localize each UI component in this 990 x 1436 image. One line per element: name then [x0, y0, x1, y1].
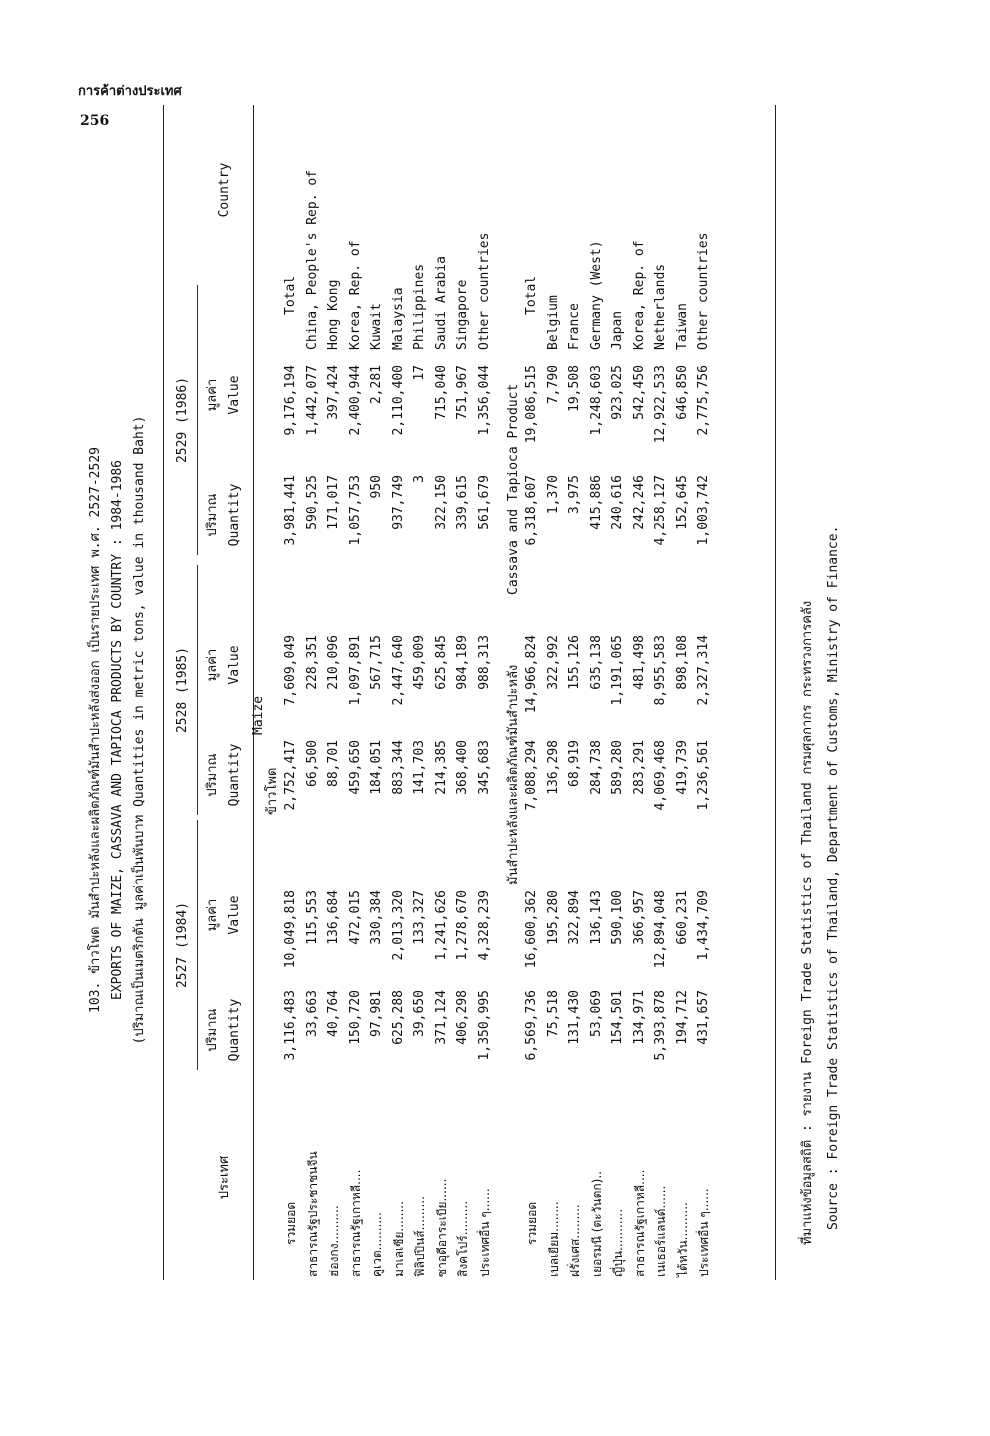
row-country-en: Taiwan	[674, 303, 690, 350]
row-country-en: Korea, Rep. of	[631, 240, 647, 350]
row-value: 242,246	[631, 475, 647, 530]
row-value: 19,508	[567, 365, 582, 412]
row-value: 155,126	[567, 635, 582, 690]
row-country-en: Germany (West)	[588, 240, 604, 350]
row-country-en: Saudi Arabia	[433, 256, 449, 350]
row-country-en: Hong Kong	[326, 279, 341, 350]
row-value: 39,650	[412, 990, 427, 1037]
row-value: 1,248,603	[588, 365, 604, 436]
row-country-th: ประเทศอื่น ๆ......	[477, 1188, 492, 1277]
header-quantity-th: ปริมาณ	[205, 493, 220, 537]
row-country-th: มาเลเซีย........	[391, 1201, 406, 1277]
row-value: 16,600,362	[524, 890, 539, 969]
header-value-th: มูลค่า	[205, 648, 220, 682]
row-country-en: Total	[524, 275, 539, 315]
row-country-th: คูเวต..........	[370, 1212, 384, 1277]
row-value: 131,430	[567, 990, 582, 1045]
row-value: 2,327,314	[696, 635, 711, 706]
header-country-en: Country	[217, 162, 232, 218]
row-country-en: Philippines	[412, 263, 427, 350]
row-value: 40,764	[326, 990, 341, 1037]
row-value: 75,518	[545, 990, 561, 1037]
row-country-th: ญี่ปุ่น...........	[611, 1208, 625, 1277]
section-label-th: ข้าวโพด	[265, 767, 280, 815]
row-value: 542,450	[631, 365, 647, 420]
row-value: 371,124	[433, 990, 449, 1045]
row-value: 751,967	[455, 365, 470, 420]
row-value: 6,569,736	[524, 990, 539, 1061]
row-value: 152,645	[674, 475, 690, 530]
top-rule	[163, 105, 164, 1280]
row-value: 2,013,320	[390, 890, 406, 961]
row-country-th: สาธารณรัฐประชาชนจีน	[305, 1151, 320, 1277]
row-value: 97,981	[369, 990, 384, 1037]
row-country-en: Kuwait	[369, 303, 384, 350]
row-country-en: China, People's Rep. of	[304, 169, 320, 350]
row-country-th: เบลเยียม........	[546, 1201, 561, 1277]
row-value: 567,715	[369, 635, 384, 690]
row-value: 1,057,753	[347, 475, 363, 546]
header-year-1984: 2527 (1984)	[175, 901, 190, 989]
row-value: 2,281	[369, 365, 384, 405]
row-value: 154,501	[610, 990, 625, 1045]
row-country-th: เนเธอร์แลนด์......	[654, 1185, 668, 1277]
page-header-section: การค้าต่างประเทศ	[78, 84, 182, 99]
row-value: 937,749	[390, 475, 406, 530]
section-label-th: มันสำปะหลังและผลิตภัณฑ์มันสำปะหลัง	[506, 664, 521, 885]
row-value: 184,051	[369, 740, 384, 795]
row-value: 2,447,640	[390, 635, 406, 706]
row-value: 923,025	[610, 365, 625, 420]
header-quantity-en: Quantity	[227, 483, 242, 547]
row-value: 7,088,294	[524, 740, 539, 811]
row-value: 472,015	[347, 890, 363, 945]
row-value: 397,424	[326, 365, 341, 420]
row-value: 1,356,044	[476, 365, 492, 436]
table-subtitle: (ปริมาณเป็นเมตริกตัน มูลค่าเป็นพันบาท Quantities in metric tons, value in thousand Baht)	[132, 415, 147, 1045]
row-country-th: เยอรมนี (ตะวันตก)..	[589, 1171, 604, 1277]
row-value: 368,400	[455, 740, 470, 795]
row-value: 330,384	[369, 890, 384, 945]
row-country-en: France	[567, 303, 582, 350]
section-label-en: Maize	[251, 695, 266, 735]
row-value: 2,752,417	[283, 740, 298, 811]
year-rule-1984	[197, 820, 198, 1070]
row-value: 171,017	[326, 475, 341, 530]
row-value: 7,790	[545, 365, 561, 405]
row-country-en: Other countries	[476, 232, 492, 350]
header-quantity-en: Quantity	[227, 743, 242, 807]
table-title-en: EXPORTS OF MAIZE, CASSAVA AND TAPIOCA PRODUCTS BY COUNTRY : 1984-1986	[110, 459, 125, 1001]
row-value: 1,191,065	[610, 635, 625, 706]
row-country-th: ไต้หวัน..........	[675, 1202, 690, 1277]
row-value: 150,720	[347, 990, 363, 1045]
row-country-en: Netherlands	[653, 263, 668, 350]
header-rule	[253, 105, 254, 1280]
row-value: 590,100	[610, 890, 625, 945]
row-value: 459,009	[412, 635, 427, 690]
source-en: Source : Foreign Trade Statistics of Thailand, Department of Customs, Ministry of Finance.	[826, 525, 841, 1230]
row-value: 431,657	[696, 990, 711, 1045]
row-value: 660,231	[674, 890, 690, 945]
row-value: 2,775,756	[696, 365, 711, 436]
row-value: 1,241,626	[433, 890, 449, 961]
row-value: 481,498	[631, 635, 647, 690]
row-value: 12,894,048	[653, 890, 668, 969]
header-quantity-th: ปริมาณ	[205, 1008, 220, 1052]
row-value: 3,981,441	[283, 475, 298, 546]
row-value: 3,975	[567, 475, 582, 515]
row-value: 214,385	[433, 740, 449, 795]
row-value: 33,663	[304, 990, 320, 1037]
row-value: 646,850	[674, 365, 690, 420]
row-country-th: รวมยอด	[284, 1201, 298, 1245]
row-value: 322,992	[545, 635, 561, 690]
row-value: 1,097,891	[347, 635, 363, 706]
row-value: 136,684	[326, 890, 341, 945]
row-value: 53,069	[588, 990, 604, 1037]
row-value: 228,351	[304, 635, 320, 690]
row-value: 2,400,944	[347, 365, 363, 436]
section-label-en: Cassava and Tapioca Product	[506, 383, 521, 595]
table-title-th: 103. ข้าวโพด มันสำปะหลังและผลิตภัณฑ์มันสำปะหลังส่งออก เป็นรายประเทศ พ.ศ. 2527-2529	[88, 447, 103, 1013]
header-year-1986: 2529 (1986)	[175, 376, 190, 464]
bottom-rule	[775, 105, 776, 1280]
table-title	[85, 105, 151, 1355]
row-value: 1,236,561	[696, 740, 711, 811]
row-country-th: ฮ่องกง..........	[327, 1205, 341, 1277]
header-quantity-en: Quantity	[227, 998, 242, 1062]
year-rule-1985	[197, 565, 198, 815]
row-value: 1,434,709	[696, 890, 711, 961]
row-value: 283,291	[631, 740, 647, 795]
row-value: 19,086,515	[524, 365, 539, 444]
row-value: 136,143	[588, 890, 604, 945]
row-value: 415,886	[588, 475, 604, 530]
row-value: 66,500	[304, 740, 320, 787]
row-value: 3,116,483	[283, 990, 298, 1061]
header-value-en: Value	[227, 645, 242, 685]
row-country-en: Singapore	[455, 279, 470, 350]
row-value: 883,344	[390, 740, 406, 795]
row-value: 345,683	[476, 740, 492, 795]
row-value: 635,138	[588, 635, 604, 690]
row-value: 14,966,824	[524, 635, 539, 714]
header-quantity-th: ปริมาณ	[205, 753, 220, 797]
row-value: 133,327	[412, 890, 427, 945]
row-value: 366,957	[631, 890, 647, 945]
row-value: 625,288	[390, 990, 406, 1045]
row-value: 115,553	[304, 890, 320, 945]
row-country-en: Japan	[610, 310, 625, 350]
row-value: 6,318,607	[524, 475, 539, 546]
row-value: 8,955,583	[653, 635, 668, 706]
row-value: 419,739	[674, 740, 690, 795]
row-value: 4,069,468	[653, 740, 668, 811]
rotated-table	[85, 105, 875, 1355]
row-value: 88,701	[326, 740, 341, 787]
row-value: 1,003,742	[696, 475, 711, 546]
header-year-1985: 2528 (1985)	[175, 646, 190, 734]
row-value: 406,298	[455, 990, 470, 1045]
row-country-en: Korea, Rep. of	[347, 240, 363, 350]
row-value: 194,712	[674, 990, 690, 1045]
source-th: ที่มาแห่งข้อมูลสถิติ : รายงาน Foreign Trade Statistics of Thailand กรมศุลกากร กระทรวงการคลัง	[800, 600, 815, 1245]
row-country-en: Other countries	[696, 232, 711, 350]
year-rule-1986	[197, 285, 198, 555]
row-value: 898,108	[674, 635, 690, 690]
row-value: 5,393,878	[653, 990, 668, 1061]
header-value-en: Value	[227, 895, 242, 935]
row-value: 195,280	[545, 890, 561, 945]
row-value: 10,049,818	[283, 890, 298, 969]
row-value: 590,525	[304, 475, 320, 530]
row-country-th: ซาอุดีอาระเบีย......	[434, 1178, 449, 1277]
row-country-en: Malaysia	[390, 287, 406, 350]
header-value-th: มูลค่า	[205, 898, 220, 932]
row-country-th: สาธารณรัฐเกาหลี....	[632, 1169, 647, 1277]
row-value: 561,679	[476, 475, 492, 530]
row-value: 134,971	[631, 990, 647, 1045]
row-value: 1,370	[545, 475, 561, 515]
row-value: 7,609,049	[283, 635, 298, 706]
row-value: 322,150	[433, 475, 449, 530]
row-value: 17	[412, 365, 427, 381]
row-value: 988,313	[476, 635, 492, 690]
row-value: 715,040	[433, 365, 449, 420]
row-value: 12,922,533	[653, 365, 668, 444]
row-value: 210,096	[326, 635, 341, 690]
row-country-th: ฝรั่งเศส.........	[568, 1204, 582, 1277]
row-country-th: ประเทศอื่น ๆ......	[697, 1188, 711, 1277]
page-number: 256	[80, 113, 110, 129]
row-value: 4,328,239	[476, 890, 492, 961]
row-value: 322,894	[567, 890, 582, 945]
row-value: 4,258,127	[653, 475, 668, 546]
row-value: 2,110,400	[390, 365, 406, 436]
row-value: 3	[412, 475, 427, 483]
row-country-en: Total	[283, 275, 298, 315]
row-value: 984,189	[455, 635, 470, 690]
row-country-th: สาธารณรัฐเกาหลี....	[348, 1169, 363, 1277]
row-value: 339,615	[455, 475, 470, 530]
row-value: 589,280	[610, 740, 625, 795]
row-value: 141,703	[412, 740, 427, 795]
row-value: 284,738	[588, 740, 604, 795]
row-value: 625,845	[433, 635, 449, 690]
header-country-th: ประเทศ	[217, 1155, 232, 1200]
row-value: 459,650	[347, 740, 363, 795]
row-value: 950	[369, 475, 384, 499]
row-country-th: ฟิลิปปินส์.........	[413, 1196, 427, 1277]
row-value: 1,278,670	[455, 890, 470, 961]
row-value: 9,176,194	[283, 365, 298, 436]
header-value-en: Value	[227, 375, 242, 415]
row-country-th: รวมยอด	[525, 1201, 539, 1245]
header-value-th: มูลค่า	[205, 378, 220, 412]
row-value: 1,350,995	[476, 990, 492, 1061]
row-value: 1,442,077	[304, 365, 320, 436]
row-country-en: Belgium	[545, 295, 561, 350]
row-value: 240,616	[610, 475, 625, 530]
row-value: 68,919	[567, 740, 582, 787]
row-value: 136,298	[545, 740, 561, 795]
row-country-th: สิงคโปร์.........	[456, 1200, 470, 1277]
